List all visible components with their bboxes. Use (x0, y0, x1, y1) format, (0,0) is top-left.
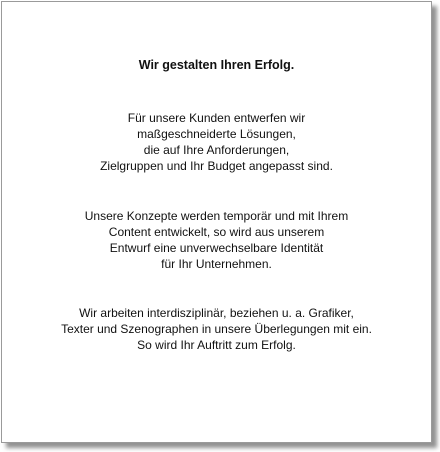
paragraph-line: Für unsere Kunden entwerfen wir (127, 111, 306, 125)
paragraph-line: Texter und Szenographen in unsere Überlegungen mit ein. (61, 322, 372, 336)
headline: Wir gestalten Ihren Erfolg. (138, 58, 295, 72)
paragraph-line: für Ihr Unternehmen. (161, 257, 272, 271)
paragraph-interdisciplinary (2, 305, 431, 353)
paragraph-line: So wird Ihr Auftritt zum Erfolg. (137, 338, 296, 352)
paragraph-line: die auf Ihre Anforderungen, (143, 143, 290, 157)
paragraph-line: Wir arbeiten interdisziplinär, beziehen u. a. Grafiker, (79, 306, 354, 320)
paragraph-line: Unsere Konzepte werden temporär und mit Ihrem (84, 209, 349, 223)
content-card (1, 1, 432, 443)
paragraph-concepts (2, 208, 431, 272)
paragraph-custom-solutions (2, 110, 431, 174)
paragraph-line: maßgeschneiderte Lösungen, (137, 127, 296, 141)
paragraph-line: Content entwickelt, so wird aus unserem (108, 225, 325, 239)
paragraph-line: Zielgruppen und Ihr Budget angepasst sind. (100, 159, 333, 173)
paragraph-line: Entwurf eine unverwechselbare Identität (109, 241, 324, 255)
